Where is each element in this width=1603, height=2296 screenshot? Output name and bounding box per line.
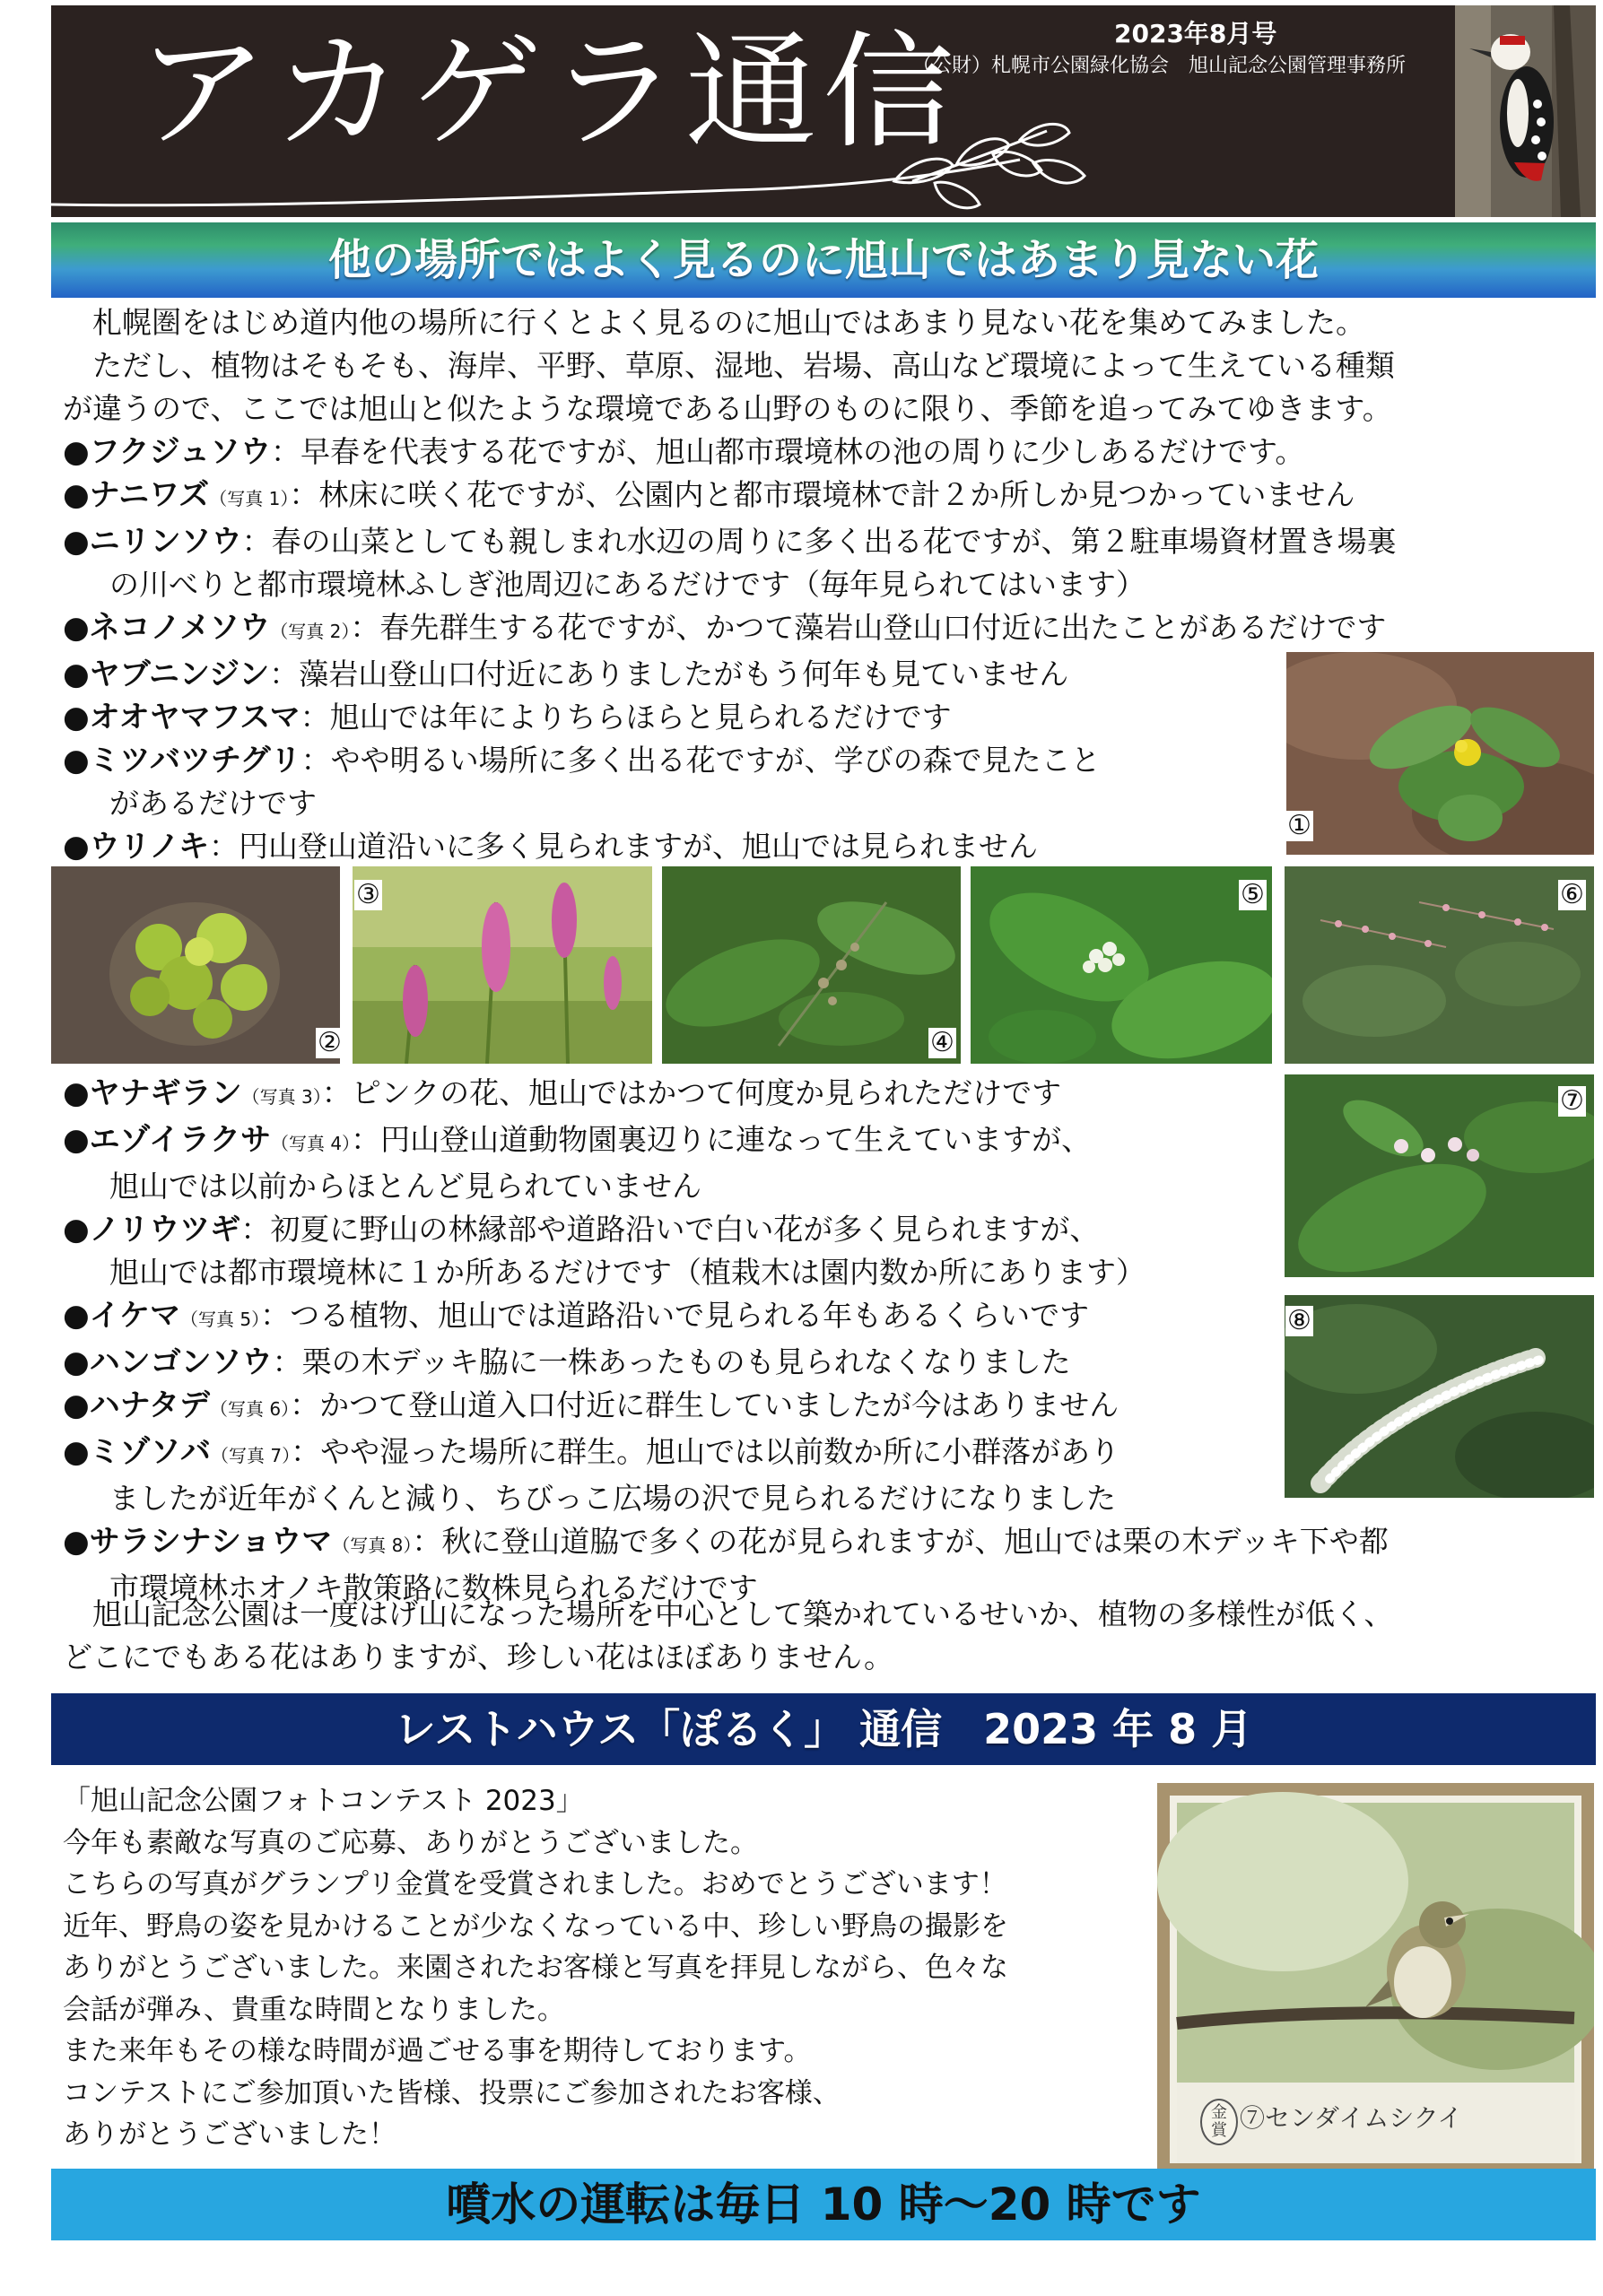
photo-2-nekonomeso (51, 866, 340, 1064)
paragraph-line: ただし、植物はそもそも、海岸、平野、草原、湿地、岩場、高山など環境によって生えている種類 (63, 348, 1395, 383)
photo-7-mizosoba (1285, 1074, 1594, 1277)
flower-description: ：初夏に野山の林縁部や道路沿いで白い花が多く見られますが、 (240, 1212, 1100, 1247)
photo-label-4: ④ (930, 1027, 954, 1058)
photo-5-ikema (971, 866, 1272, 1064)
flower-item (63, 696, 1397, 739)
flower-description: ：旭山では年によりちらほらと見られるだけです (300, 700, 952, 735)
photo-label-5: ⑤ (1241, 879, 1265, 910)
fountain-notice (51, 2169, 1596, 2240)
flower-description: 市環境林ホオノキ散策路に数株見られるだけです (109, 1570, 758, 1605)
flower-name: ●ミゾソバ (63, 1434, 211, 1470)
flower-item (63, 1072, 1389, 1118)
photo-6-hanatade (1285, 866, 1594, 1064)
flower-name: ●ヤブニンジン (63, 657, 270, 692)
issue-date: 2023年8月号 (1114, 19, 1277, 48)
flower-description: ：春先群生する花ですが、かつて藻岩山登山口付近に出たことがあるだけです (350, 610, 1387, 645)
flower-name: ●ナニワズ (63, 477, 210, 513)
photo-ref: （写真 4） (270, 1133, 352, 1154)
resthouse-line: 会話が弾み、貴重な時間となりました。 (63, 1993, 565, 2026)
masthead (51, 5, 1596, 217)
newsletter-title: アカゲラ通信 (136, 20, 961, 166)
flower-name: ●ネコノメソウ (63, 610, 271, 646)
photo-ref: （写真 2） (270, 621, 351, 642)
section-header-resthouse (51, 1693, 1596, 1765)
photo-label-7: ⑦ (1560, 1085, 1584, 1117)
resthouse-line: また来年もその様な時間が過ごせる事を期待しております。 (63, 2035, 812, 2067)
flower-list-a (63, 430, 1397, 868)
photo-ref: （写真 6） (209, 1398, 291, 1420)
flower-name: ●ハナタデ (63, 1387, 210, 1423)
paragraph-line: が違うので、ここでは旭山と似たような環境である山野のものに限り、季節を追ってみてゆきます。 (63, 391, 1392, 426)
photo-label-1: ① (1287, 810, 1311, 841)
award-caption: ⑦センダイムシクイ (1240, 2103, 1463, 2133)
flower-description: ：林床に咲く花ですが、公園内と都市環境林で計２か所しか見つかっていません (289, 477, 1355, 512)
flower-item (63, 474, 1397, 520)
photo-ref: （写真 3） (241, 1086, 322, 1108)
flower-description: ：栗の木デッキ脇に一株あったものも見られなくなりました (272, 1344, 1071, 1379)
resthouse-line: ありがとうございました！ (63, 2118, 396, 2151)
flower-description: ：やや湿った場所に群生。旭山では以前数か所に小群落があり (291, 1434, 1120, 1469)
flower-item-continuation (63, 1477, 1389, 1520)
flower-description: ：秋に登山道脇で多くの花が見られますが、旭山では栗の木デッキ下や都 (412, 1524, 1389, 1559)
photo-4-ezoirakusa (662, 866, 961, 1064)
flower-name: ●サラシナショウマ (63, 1524, 333, 1560)
flower-item (63, 1431, 1389, 1477)
flower-description: 旭山では以前からほとんど見られていません (109, 1169, 701, 1204)
flower-name: ●オオヤマフスマ (63, 700, 301, 735)
flower-description: ：ピンクの花、旭山ではかつて何度か見られただけです (321, 1075, 1062, 1110)
photo-8-sarashinashoma (1285, 1295, 1594, 1498)
award-badge: 金賞 (1200, 2099, 1238, 2145)
photo-ref: （写真 8） (332, 1535, 413, 1556)
section-header-flowers (51, 222, 1596, 298)
photo-label-3: ③ (356, 879, 380, 910)
flower-item-continuation (63, 563, 1397, 606)
flower-description: ：円山登山道動物園裏辺りに連なって生えていますが、 (351, 1122, 1092, 1157)
flower-description: ：春の山菜としても親しまれ水辺の周りに多く出る花ですが、第２駐車場資材置き場裏 (241, 524, 1397, 559)
flower-name: ●ニリンソウ (63, 524, 242, 560)
flower-item (63, 825, 1397, 868)
flower-item (63, 653, 1397, 696)
flower-description: ：藻岩山登山口付近にありましたがもう何年も見ていません (269, 657, 1069, 691)
resthouse-line: 「旭山記念公園フォトコンテスト 2023」 (63, 1785, 584, 1817)
flower-list-b (63, 1072, 1389, 1610)
flower-item (63, 1341, 1389, 1384)
section-title: レストハウス「ぽるく」 通信 2023 年 8 月 (394, 1705, 1253, 1753)
resthouse-line: 今年も素敵な写真のご応募、ありがとうございました。 (63, 1826, 758, 1859)
flower-item (63, 739, 1397, 782)
flower-name: ●ヤナギラン (63, 1075, 242, 1111)
photo-1-naniwazu (1286, 652, 1594, 855)
flower-description: ：つる植物、旭山では道路沿いで見られる年もあるくらいです (260, 1298, 1090, 1333)
flower-description: ：早春を代表する花ですが、旭山都市環境林の池の周りに少しあるだけです。 (270, 434, 1305, 469)
award-photo-bird (1157, 1783, 1594, 2180)
flower-name: ●ハンゴンソウ (63, 1344, 273, 1380)
photo-label-8: ⑧ (1287, 1305, 1311, 1336)
flower-description: があるだけです (109, 786, 317, 821)
resthouse-line: ありがとうございました。来園されたお客様と写真を拝見しながら、色々な (63, 1952, 1008, 1984)
flower-item (63, 1294, 1389, 1341)
paragraph-line: 札幌圏をはじめ道内他の場所に行くとよく見るのに旭山ではあまり見ない花を集めてみました。 (63, 305, 1365, 340)
intro-text (63, 301, 1395, 430)
flower-item (63, 1118, 1389, 1165)
flower-item-continuation (63, 782, 1397, 825)
flower-description: の川べりと都市環境林ふしぎ池周辺にあるだけです（毎年見られてはいます） (109, 567, 1146, 602)
flower-description: 旭山では都市環境林に１か所あるだけです（植栽木は園内数か所にあります） (109, 1255, 1146, 1290)
flower-name: ●フクジュソウ (63, 434, 271, 470)
flower-description: ：やや明るい場所に多く出る花ですが、学びの森で見たこと (301, 743, 1101, 778)
photo-ref: （写真 5） (180, 1309, 261, 1330)
flower-item (63, 1208, 1389, 1251)
flower-name: ●ウリノキ (63, 829, 209, 865)
flower-item-continuation (63, 1165, 1389, 1208)
flower-item (63, 606, 1397, 653)
resthouse-line: こちらの写真がグランプリ金賞を受賞されました。おめでとうございます！ (63, 1868, 1007, 1900)
resthouse-line: 近年、野鳥の姿を見かけることが少なくなっている中、珍しい野鳥の撮影を (63, 1909, 1008, 1943)
closing-text (63, 1593, 1393, 1679)
photo-label-2: ② (318, 1027, 342, 1058)
flower-item-continuation (63, 1251, 1389, 1294)
publisher: （公財）札幌市公園緑化協会 旭山記念公園管理事務所 (912, 55, 1407, 77)
photo-3-yanagiran (353, 866, 652, 1064)
flower-description: ：円山登山道沿いに多く見られますが、旭山では見られません (208, 829, 1038, 864)
flower-item (63, 520, 1397, 563)
flower-item (63, 1384, 1389, 1431)
flower-description: ましたが近年がくんと減り、ちびっこ広場の沢で見られるだけになりました (109, 1481, 1116, 1516)
paragraph-line: 旭山記念公園は一度はげ山になった場所を中心として築かれているせいか、植物の多様性が低く、 (63, 1596, 1394, 1631)
resthouse-line: コンテストにご参加頂いた皆様、投票にご参加されたお客様、 (63, 2076, 841, 2109)
flower-item (63, 430, 1397, 474)
fountain-hours: 噴水の運転は毎日 10 時～20 時です (446, 2179, 1201, 2231)
flower-name: ●ノリウツギ (63, 1212, 241, 1248)
photo-ref: （写真 1） (209, 488, 290, 509)
resthouse-text (63, 1780, 1008, 2156)
flower-name: ●エゾイラクサ (63, 1122, 271, 1158)
flower-description: ：かつて登山道入口付近に群生していましたが今はありません (290, 1387, 1119, 1422)
flower-item (63, 1520, 1389, 1567)
flower-name: ●ミツバツチグリ (63, 743, 301, 778)
flower-name: ●イケマ (63, 1298, 180, 1334)
photo-label-6: ⑥ (1560, 879, 1584, 910)
woodpecker-photo (1455, 5, 1596, 217)
photo-ref: （写真 7） (211, 1445, 292, 1466)
section-title: 他の場所ではよく見るのに旭山ではあまり見ない花 (327, 235, 1319, 285)
paragraph-line: どこにでもある花はありますが、珍しい花はほぼありません。 (63, 1639, 893, 1674)
